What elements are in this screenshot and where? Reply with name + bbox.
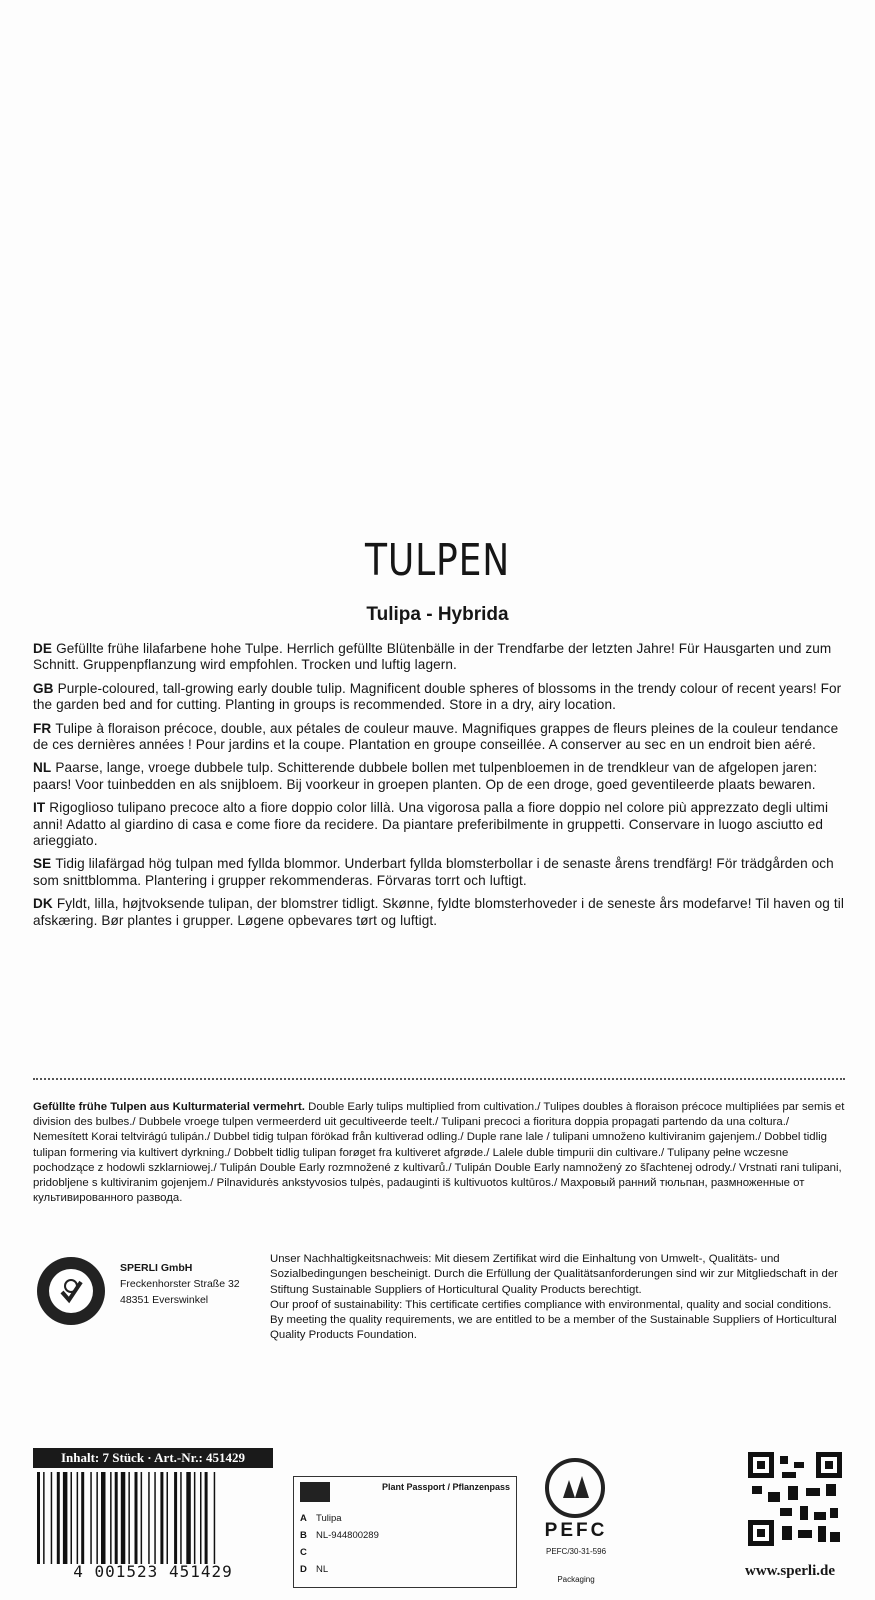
passport-row: D NL [300, 1564, 329, 1575]
barcode-bar [81, 1472, 84, 1564]
description-fr: FR Tulipe à floraison précoce, double, aux pétales de couleur mauve. Magnifiques grappes de fleurs pleines de la couleur tendance de ces dernières années ! Pour jardins et la coupe. Plantation en groupe conseillée. A conserver au sec en un endroit bien aéré. [33, 720, 839, 753]
barcode-bar [167, 1472, 169, 1564]
barcode-bar [71, 1472, 73, 1564]
barcode-bar [186, 1472, 191, 1564]
sustainability-statement: Unser Nachhaltigkeitsnachweis: Mit diesem Zertifikat wird die Einhaltung von Umwelt-, Qualitäts- und Sozialbedingungen bescheinigt. Durch die Erfüllung der Qualitätsanforderungen sind wir zur Mitgliedschaft in der Stiftung Sustainable Suppliers of Horticultural Quality Products berechtigt. Our proof of sustainability: This certificate certifies compliance with environmental, quality and social conditions. By meeting the quality requirements, we are entitled to be a member of the Sustainable Suppliers of Horticultural Quality Products Foundation. [270, 1253, 838, 1342]
product-subtitle: Tulipa - Hybrida [366, 604, 509, 625]
dotted-divider [33, 1078, 845, 1080]
barcode-bar [101, 1472, 106, 1564]
barcode-bar [128, 1472, 130, 1564]
description-gb: GB Purple-coloured, tall-growing early double tulip. Magnificent double spheres of blossoms in the trendy colour of recent years! For the garden bed and for cutting. Planting in groups is recommended. Store in a dry, airy location. [33, 680, 842, 713]
barcode-bar [160, 1472, 163, 1564]
qr-code-icon [748, 1452, 842, 1546]
barcode-bar [90, 1472, 92, 1564]
barcode-bar [135, 1472, 138, 1564]
barcode-bar [180, 1472, 182, 1564]
passport-row: A Tulipa [300, 1513, 342, 1524]
barcode-bar [77, 1472, 79, 1564]
plant-passport-header: Plant Passport / Pflanzenpass [381, 1482, 510, 1492]
cultivation-note: Gefüllte frühe Tulpen aus Kulturmaterial vermehrt. Double Early tulips multiplied from cultivation./ Tulipes doubles à floraison précoce multipliées par semis et division des bulbes./ Dubbele vroege tulpen vermeerderd uit gecultiveerde teelt./ Tulipani precoci a fioritura doppia propagati partendo da una coltura./ Nemesített Korai teltvirágú tulipán./ Dubbel tidig tulpan förökad från kultiverad odling./ Duple rane lale / tulipani umnoženo kultiviranim gajenjem./ Dobbel tidlig tulipan formering via kultivert dyrkning./ Dobbelt tidlig tulipan forøget fra kultiveret afgrøde./ Lalele duble timpurii din cultivare./ Tulipany pełne wczesne pochodzące z hodowli szklarniowej./ Tulipán Double Early rozmnožené z kultivarů./ Tulipán Double Early namnožený zo šľachtenej odrody./ Vrstnati rani tulipani, pridobljene s kultiviranim gojenjem./ Pilnavidurės ankstyvosios tulpės, padauginti iš kultivuotos kultūros./ Махровый ранний тюльпан, размноженные от культивированного развода. [33, 1101, 845, 1205]
company-address: SPERLI GmbH Freckenhorster Straße 32 48351 Everswinkel [120, 1262, 240, 1306]
barcode-bar [214, 1472, 216, 1564]
barcode-bar [200, 1472, 202, 1564]
barcode-bar [154, 1472, 156, 1564]
description-dk: DK Fyldt, lilla, højtvoksende tulipan, der blomstrer tidligt. Skønne, fyldte blomsterhoveder i de seneste års modefarve! Til haven og til afskæring. Bør plantes i grupper. Løgene opbevares tørt og luftigt. [33, 896, 844, 928]
barcode-bar [51, 1472, 53, 1564]
barcode-number: 4 001523 451429 [73, 1562, 233, 1581]
barcode-icon [33, 1472, 273, 1564]
pefc-label: PEFC [544, 1520, 608, 1541]
description-it: IT Rigoglioso tulipano precoce alto a fiore doppio color lillà. Una vigorosa palla a fiore doppio nel colore più apprezzato degli ultimi anni! Adatto al giardino di casa e come fiore da recidere. Da piantare preferibilmente in gruppetti. Conservare in luogo asciutto ed arieggiato. [33, 800, 829, 849]
barcode-bar [43, 1472, 45, 1564]
description-se: SE Tidig lilafärgad hög tulpan med fyllda blommor. Underbart fyllda blomsterbollar i de senaste årens trendfärg! För trädgården och som snittblomma. Plantering i grupper rekommenderas. Förvaras torrt och luftigt. [33, 856, 834, 888]
barcode-bar [194, 1472, 196, 1564]
description-de: DE Gefüllte frühe lilafarbene hohe Tulpe. Herrlich gefüllte Blütenbälle in der Trendfarbe der letzten Jahre! Für Hausgarten und zum Schnitt. Gruppenpflanzung wird empfohlen. Trocken und luftig lagern. [33, 641, 832, 673]
barcode-bar [174, 1472, 177, 1564]
plant-passport [293, 1476, 517, 1588]
barcode-bar [148, 1472, 150, 1564]
barcode-bar [96, 1472, 98, 1564]
contents-label: Inhalt: 7 Stück · Art.-Nr.: 451429 [33, 1448, 273, 1468]
barcode-bar [141, 1472, 143, 1564]
barcode-bar [63, 1472, 68, 1564]
product-title: TULPEN [364, 535, 511, 586]
description-nl: NL Paarse, lange, vroege dubbele tulp. Schitterende dubbele bollen met tulpenbloemen in de trendkleur van de afgelopen jaren: paars! Voor tuinbedden en als snijbloem. Bij voorkeur in groepen planten. Op de een droge, goed geventileerde plaats bewaren. [33, 760, 818, 792]
barcode-bar [115, 1472, 118, 1564]
barcode-bar [205, 1472, 208, 1564]
pefc-code: PEFC/30-31-596 [545, 1547, 607, 1556]
pefc-logo-icon [545, 1458, 605, 1518]
passport-row: C [300, 1547, 307, 1558]
barcode-bar [57, 1472, 60, 1564]
passport-row: B NL-944800289 [300, 1530, 379, 1541]
sustainable-supplier-seal-icon [36, 1256, 106, 1326]
barcode-bar [121, 1472, 126, 1564]
barcode-bar [110, 1472, 112, 1564]
pefc-packaging: Packaging [557, 1575, 595, 1584]
website-link[interactable]: www.sperli.de [745, 1563, 835, 1579]
description-list [33, 641, 845, 936]
eu-flag-icon [300, 1482, 330, 1502]
barcode-bar [37, 1472, 40, 1564]
